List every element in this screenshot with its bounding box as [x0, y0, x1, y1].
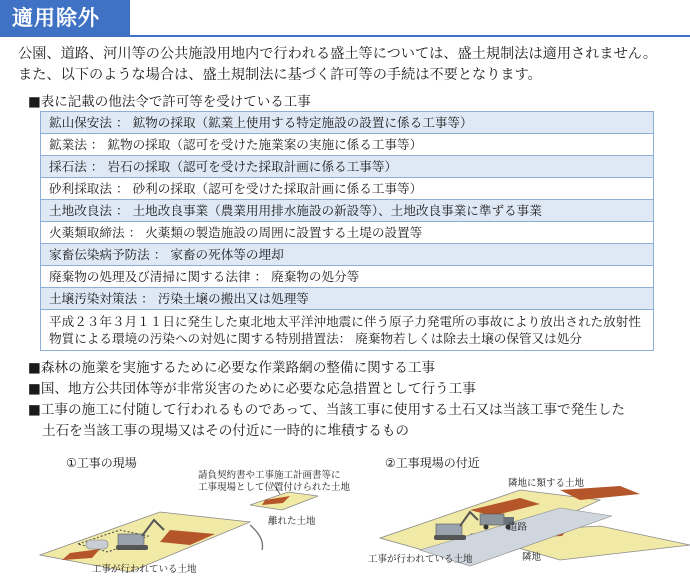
- table-cell: 土壌汚染対策法 ： 汚染土壌の搬出又は処理等: [41, 288, 654, 310]
- diagram-area: [0, 450, 690, 577]
- table-row: [41, 310, 654, 351]
- intro-line-1: 公園、道路、河川等の公共施設用地内で行われる盛土等については、盛土規制法は適用されません。: [18, 46, 658, 62]
- table-cell: 砂利採取法 ： 砂利の採取（認可を受けた採取計画に係る工事等）: [41, 178, 654, 200]
- bullet-temporary-piling-cont: 土石を当該工事の現場又はその付近に一時的に堆積するもの: [42, 423, 410, 439]
- table-cell: 土地改良法 ： 土地改良事業（農業用用排水施設の新設等）、土地改良事業に準ずる事業: [41, 200, 654, 222]
- diagram2-heading: ②工事現場の付近: [385, 456, 480, 470]
- remote-label: 離れた土地: [268, 516, 316, 527]
- pipe-icon: [86, 540, 108, 549]
- bullet-temporary-piling: ■工事の施工に付随して行われるものであって、当該工事に使用する土石又は当該工事で発生した: [28, 402, 625, 418]
- table-cell: 鉱山保安法 ： 鉱物の採取（鉱業上使用する特定施設の設置に係る工事等）: [41, 112, 654, 134]
- table-row: [41, 288, 654, 310]
- excavator-icon: [436, 524, 462, 536]
- table-row: [41, 112, 654, 134]
- table-cell: 鉱業法 ： 鉱物の採取（認可を受けた施業案の実施に係る工事等）: [41, 134, 654, 156]
- table-row: [41, 266, 654, 288]
- site-label-2: 工事が行われている土地: [368, 554, 473, 565]
- table-row: [41, 134, 654, 156]
- neighbor-label: 隣地: [522, 552, 542, 563]
- table-cell: 家畜伝染病予防法 ： 家畜の死体等の埋却: [41, 244, 654, 266]
- table-row: [41, 178, 654, 200]
- table-row: [41, 222, 654, 244]
- page-title: 適用除外: [0, 0, 130, 36]
- table-cell: 平成２３年３月１１日に発生した東北地太平洋沖地震に伴う原子力発電所の事故により放出された放射性物質による環境の汚染への対処に関する特別措置法： 廃棄物若しくは除去土壌の保管又は処分: [41, 310, 654, 351]
- callout-line-1: 請負契約書や工事施工計画書等に: [198, 470, 341, 481]
- truck-wheel: [484, 525, 489, 530]
- excavator-track: [116, 545, 148, 550]
- site-plot: [40, 512, 250, 572]
- excavator-icon: [118, 534, 144, 546]
- transport-arrow: [250, 525, 263, 550]
- section-heading: ■表に記載の他法令で許可等を受けている工事: [28, 94, 311, 110]
- bullet-emergency-works: ■国、地方公共団体等が非常災害のために必要な応急措置として行う工事: [28, 381, 476, 397]
- road-label: 道路: [508, 522, 528, 533]
- title-rule: [0, 35, 690, 37]
- table-cell: 採石法 ： 岩石の採取（認可を受けた採取計画に係る工事等）: [41, 156, 654, 178]
- intro-line-2: また、以下のような場合は、盛土規制法に基づく許可等の手続は不要となります。: [18, 67, 542, 83]
- table-row: [41, 156, 654, 178]
- law-table: [40, 111, 654, 351]
- excavator-track: [434, 535, 466, 540]
- table-row: [41, 200, 654, 222]
- diagram1-callout: [198, 470, 350, 494]
- table-cell: 火薬類取締法 ： 火薬類の製造施設の周囲に設置する土堤の設置等: [41, 222, 654, 244]
- diagram1-heading: ①工事の現場: [66, 456, 137, 470]
- table-cell: 廃棄物の処理及び清掃に関する法律 ： 廃棄物の処分等: [41, 266, 654, 288]
- truck-icon: [480, 514, 504, 525]
- table-row: [41, 244, 654, 266]
- adjacent-label: 隣地に類する土地: [508, 478, 585, 489]
- bullet-forest-roads: ■森林の施業を実施するために必要な作業路網の整備に関する工事: [28, 360, 436, 376]
- exemption-bullets: [28, 358, 678, 442]
- callout-line-2: 工事現場として位置付けられた土地: [198, 482, 351, 493]
- site-label: 工事が行われている土地: [92, 564, 197, 575]
- intro-text: [18, 44, 688, 86]
